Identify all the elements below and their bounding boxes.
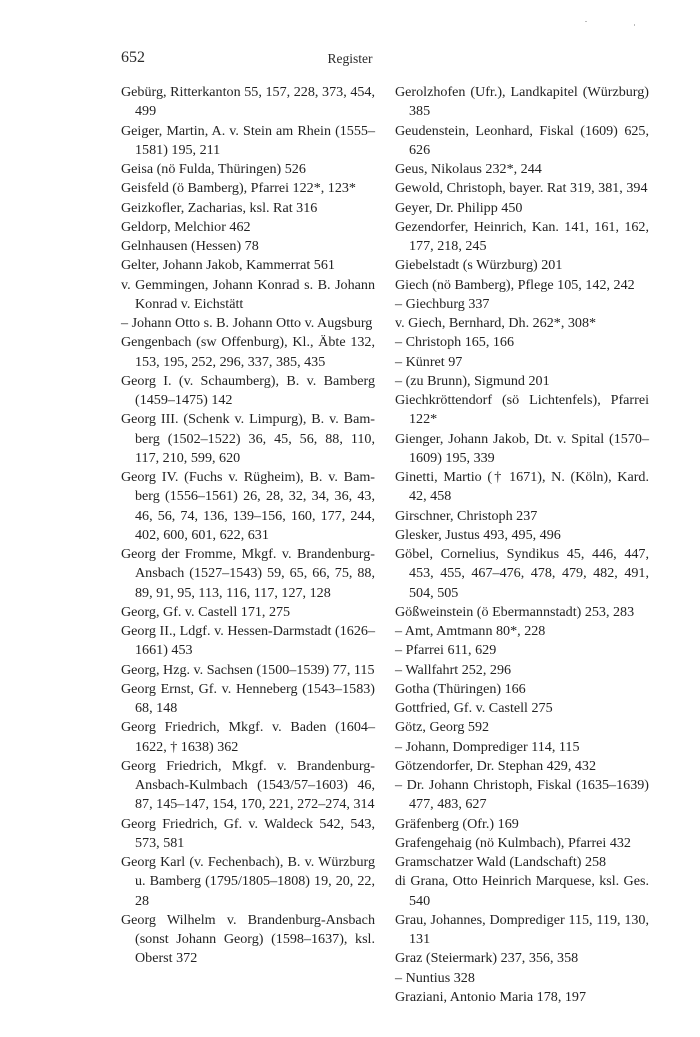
index-entry: – Christoph 165, 166 — [395, 334, 515, 351]
index-entry: Gengenbach (sw Offenburg), Kl., Äbte 132, 153, 195, 252, 296, 337, 385, 435 — [121, 334, 375, 370]
index-entry: Gramschatzer Wald (Landschaft) 258 — [395, 854, 607, 870]
index-entry: Giebelstadt (s Würzburg) 201 — [395, 257, 563, 274]
index-entry: Georg Friedrich, Mkgf. v. Brandenburg-Ansbach-Kulmbach (1543/57–1603) 46, 87, 145–147, 154, 170, 221, 272–274, 314 — [121, 757, 375, 813]
index-entry: v. Giech, Bernhard, Dh. 262*, 308* — [395, 315, 597, 331]
index-entry: Geizkofler, Zacharias, ksl. Rat 316 — [121, 199, 318, 216]
index-entry: Gräfenberg (Ofr.) 169 — [395, 815, 519, 832]
index-entry: Götz, Georg 592 — [395, 719, 490, 736]
scan-speck — [634, 24, 635, 26]
index-entry: Georg III. (Schenk v. Limpurg), B. v. Bamberg (1502–1522) 36, 45, 56, 88, 110, 117, 210, 599, 620 — [121, 411, 375, 466]
running-head: Register — [327, 51, 373, 66]
index-entry: Gelnhausen (Hessen) 78 — [121, 238, 259, 254]
index-entry: – Johann Otto s. B. Johann Otto v. Augsburg — [121, 315, 373, 331]
index-entry: – Künret 97 — [395, 353, 463, 370]
index-entry: Gößweinstein (ö Ebermannstadt) 253, 283 — [395, 603, 635, 620]
index-column-right — [395, 83, 649, 1007]
index-entry: Georg II., Ldgf. v. Hessen-Darmstadt (1626–1661) 453 — [121, 623, 375, 659]
index-entry: Geyer, Dr. Philipp 450 — [395, 199, 523, 216]
index-entry: Geisa (nö Fulda, Thüringen) 526 — [121, 161, 306, 177]
index-entry: Georg I. (v. Schaumberg), B. v. Bamberg (1459–1475) 142 — [121, 372, 375, 408]
index-entry: Gerolzhofen (Ufr.), Landkapitel (Würzburg) 385 — [395, 84, 649, 120]
scan-speck — [585, 21, 587, 22]
index-entry: Georg, Gf. v. Castell 171, 275 — [121, 603, 291, 620]
index-entry: Göbel, Cornelius, Syndikus 45, 446, 447, 453, 455, 467–476, 478, 479, 482, 491, 504, 505 — [395, 546, 649, 601]
index-entry: Georg Friedrich, Gf. v. Waldeck 542, 543, 573, 581 — [121, 815, 375, 851]
index-entry: Georg Ernst, Gf. v. Henneberg (1543–1583) 68, 148 — [121, 680, 375, 716]
index-entry: – Pfarrei 611, 629 — [395, 642, 497, 659]
index-entry: Glesker, Justus 493, 495, 496 — [395, 526, 561, 543]
index-entry: Ginetti, Martio († 1671), N. (Köln), Kard. 42, 458 — [395, 469, 649, 505]
index-entry: Gebürg, Ritterkanton 55, 157, 228, 373, 454, 499 — [121, 84, 375, 120]
index-entry: Georg, Hzg. v. Sachsen (1500–1539) 77, 115 — [121, 661, 375, 678]
index-entry: Georg Wilhelm v. Brandenburg-Ansbach (sonst Johann Georg) (1598–1637), ksl. Oberst 372 — [121, 911, 375, 967]
index-entry: Georg IV. (Fuchs v. Rügheim), B. v. Bamberg (1556–1561) 26, 28, 32, 34, 36, 43, 46, 56, 74, 136, 139–156, 160, 177, 244, 402, 600, 601, 622, 631 — [121, 469, 375, 543]
index-entry: Geisfeld (ö Bamberg), Pfarrei 122*, 123* — [121, 180, 356, 197]
index-entry: Geiger, Martin, A. v. Stein am Rhein (1555–1581) 195, 211 — [121, 122, 375, 158]
index-entry: Georg der Fromme, Mkgf. v. Brandenburg-Ansbach (1527–1543) 59, 65, 66, 75, 88, 89, 91, 95, 113, 116, 117, 127, 128 — [121, 546, 375, 601]
index-entry: Georg Friedrich, Mkgf. v. Baden (1604–1622, † 1638) 362 — [121, 719, 375, 755]
index-entry: – Wallfahrt 252, 296 — [395, 661, 512, 678]
index-entry: di Grana, Otto Heinrich Marquese, ksl. Ges. 540 — [395, 873, 649, 909]
index-entry: Gienger, Johann Jakob, Dt. v. Spital (1570–1609) 195, 339 — [395, 430, 649, 466]
index-entry: Giech (nö Bamberg), Pflege 105, 142, 242 — [395, 276, 635, 293]
index-column-left — [121, 83, 375, 969]
index-entry: Grau, Johannes, Domprediger 115, 119, 130, 131 — [395, 911, 649, 947]
index-entry: Grafengehaig (nö Kulmbach), Pfarrei 432 — [395, 834, 631, 851]
index-entry: – Nuntius 328 — [395, 969, 475, 986]
index-entry: – Giechburg 337 — [395, 295, 490, 312]
index-entry: – Amt, Amtmann 80*, 228 — [395, 623, 546, 639]
page-number: 652 — [121, 49, 145, 66]
index-entry: Gottfried, Gf. v. Castell 275 — [395, 700, 553, 716]
index-entry: Graziani, Antonio Maria 178, 197 — [395, 988, 587, 1005]
index-entry: Gewold, Christoph, bayer. Rat 319, 381, 394 — [395, 180, 648, 197]
index-entry: Geudenstein, Leonhard, Fiskal (1609) 625, 626 — [395, 122, 649, 158]
index-entry: Geus, Nikolaus 232*, 244 — [395, 161, 542, 177]
index-entry: – Dr. Johann Christoph, Fiskal (1635–1639) 477, 483, 627 — [395, 777, 649, 813]
index-entry: Götzendorfer, Dr. Stephan 429, 432 — [395, 757, 597, 774]
index-entry: Gotha (Thüringen) 166 — [395, 680, 526, 697]
index-entry: – (zu Brunn), Sigmund 201 — [395, 372, 550, 389]
index-entry: Geldorp, Melchior 462 — [121, 218, 251, 235]
index-entry: Girschner, Christoph 237 — [395, 507, 538, 524]
index-entry: Georg Karl (v. Fechenbach), B. v. Würzburg u. Bamberg (1795/1805–1808) 19, 20, 22, 28 — [121, 854, 375, 909]
index-entry: Gelter, Johann Jakob, Kammerrat 561 — [121, 257, 335, 274]
index-entry: Graz (Steiermark) 237, 356, 358 — [395, 950, 579, 967]
index-entry: Gezendorfer, Heinrich, Kan. 141, 161, 162, 177, 218, 245 — [395, 218, 649, 254]
index-entry: – Johann, Domprediger 114, 115 — [395, 738, 580, 755]
index-entry: Giechkröttendorf (sö Lichtenfels), Pfarrei 122* — [395, 392, 649, 428]
index-entry: v. Gemmingen, Johann Konrad s. B. Johann Konrad v. Eichstätt — [121, 276, 375, 312]
